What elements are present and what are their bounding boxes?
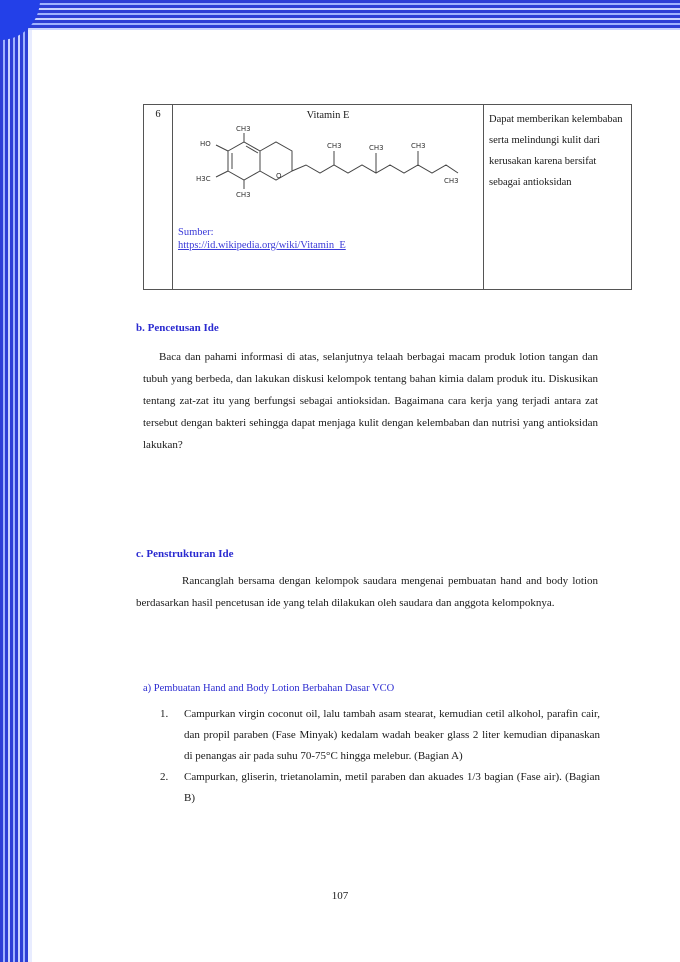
row-number: 6 bbox=[144, 105, 173, 290]
left-border-inner-edge bbox=[28, 30, 32, 962]
description-cell bbox=[484, 105, 632, 290]
list-item-number: 2. bbox=[160, 771, 169, 783]
page-number: 107 bbox=[331, 890, 349, 902]
ring-oxygen-label: O bbox=[276, 172, 282, 180]
source-link[interactable]: https://id.wikipedia.org/wiki/Vitamin_E bbox=[178, 240, 346, 251]
ch3-chain-label-3: CH3 bbox=[411, 142, 426, 150]
ch3-end-label: CH3 bbox=[444, 177, 459, 185]
source-label: Sumber: bbox=[178, 227, 214, 238]
h3c-label: H3C bbox=[196, 175, 211, 183]
ch3-chain-label-2: CH3 bbox=[369, 144, 384, 152]
vitamin-e-structure bbox=[178, 121, 468, 221]
top-border-decoration bbox=[0, 0, 680, 30]
list-item-number: 1. bbox=[160, 708, 169, 720]
subsection-a-heading: a) Pembuatan Hand and Body Lotion Berbahan Dasar VCO bbox=[143, 683, 395, 694]
list-item-text: Campurkan virgin coconut oil, lalu tambah asam stearat, kemudian cetil alkohol, parafin cair, dan propil paraben (Fase Minyak) kedalam wadah beaker glass 2 liter kemudian dipanaskan di penangas air pada suhu 70-75°C hingga melebur. (Bagian A) bbox=[184, 708, 600, 762]
section-c-heading: c. Penstrukturan Ide bbox=[136, 548, 234, 560]
procedure-list bbox=[160, 704, 600, 809]
compound-name: Vitamin E bbox=[306, 110, 350, 121]
section-b-heading: b. Pencetusan Ide bbox=[136, 322, 219, 334]
ch3-top-label: CH3 bbox=[236, 125, 251, 133]
left-border-decoration bbox=[0, 0, 28, 962]
list-item-text: Campurkan, gliserin, trietanolamin, metil paraben dan akuades 1/3 bagian (Fase air). (Bagian B) bbox=[184, 771, 600, 804]
ch3-bottom-label: CH3 bbox=[236, 191, 251, 199]
corner-decoration bbox=[0, 0, 40, 40]
compound-description: Dapat memberikan kelembaban serta melindungi kulit dari kerusakan karena bersifat sebagai antioksidan bbox=[489, 114, 623, 188]
ingredient-table bbox=[143, 104, 632, 290]
ho-label: HO bbox=[200, 140, 211, 148]
list-item bbox=[160, 704, 600, 767]
compound-cell bbox=[173, 105, 484, 290]
ch3-chain-label-1: CH3 bbox=[327, 142, 342, 150]
list-item bbox=[160, 767, 600, 809]
section-b-paragraph: Baca dan pahami informasi di atas, selanjutnya telaah berbagai macam produk lotion tangan dan tubuh yang berbeda, dan lakukan diskusi kelompok tentang bahan kimia dalam produk itu. Diskusikan tentang zat-zat itu yang berfungsi sebagai antioksidan. Bagaimana cara kerja yang terjadi antara zat tersebut dengan bakteri sehingga dapat menjaga kulit dengan kelembaban dan nutrisi yang antioksidan lakukan? bbox=[143, 351, 598, 451]
table-row bbox=[144, 105, 632, 290]
section-c-paragraph: Rancanglah bersama dengan kelompok saudara mengenai pembuatan hand and body lotion berdasarkan hasil pencetusan ide yang telah dilakukan oleh saudara dan anggota kelompoknya. bbox=[136, 575, 598, 609]
source-block bbox=[178, 226, 478, 252]
